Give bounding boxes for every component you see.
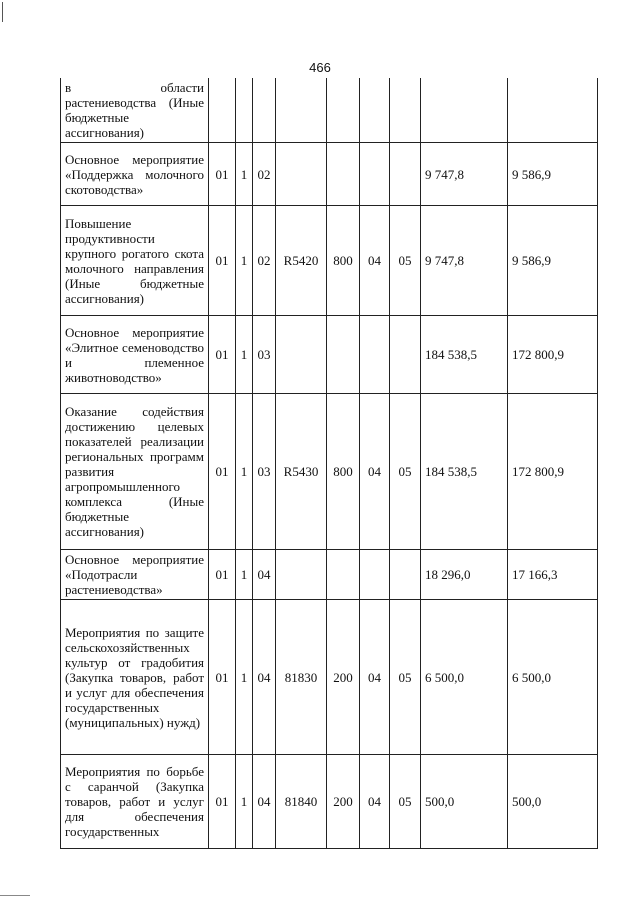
table-row bbox=[61, 316, 598, 394]
cell-om: 04 bbox=[253, 550, 276, 600]
cell-dir bbox=[276, 143, 327, 206]
row-name: Основное мероприятие «Подотрасли растениеводства» bbox=[61, 550, 209, 600]
cell-vr: 800 bbox=[327, 206, 360, 316]
cell-dir: 81840 bbox=[276, 755, 327, 849]
cell-pp: 1 bbox=[236, 550, 253, 600]
cell-sum2: 9 586,9 bbox=[508, 143, 598, 206]
cell-gp: 01 bbox=[209, 143, 236, 206]
cell-gp: 01 bbox=[209, 206, 236, 316]
cell-vr bbox=[327, 143, 360, 206]
row-name: Мероприятия по борьбе с саранчой (Закупка товаров, работ и услуг для обеспечения государственных bbox=[61, 755, 209, 849]
cell-rz bbox=[360, 78, 390, 143]
table-row bbox=[61, 600, 598, 755]
cell-pr bbox=[390, 78, 421, 143]
cell-pp bbox=[236, 78, 253, 143]
cell-sum1: 18 296,0 bbox=[421, 550, 508, 600]
cell-om bbox=[253, 78, 276, 143]
cell-pp: 1 bbox=[236, 206, 253, 316]
cell-pr: 05 bbox=[390, 600, 421, 755]
cell-om: 04 bbox=[253, 600, 276, 755]
cell-vr: 800 bbox=[327, 394, 360, 550]
cell-om: 03 bbox=[253, 394, 276, 550]
table-row bbox=[61, 755, 598, 849]
cell-pr bbox=[390, 143, 421, 206]
cell-gp: 01 bbox=[209, 394, 236, 550]
row-name: Оказание содействия достижению целевых показателей реализации региональных программ развития агропромышленного комплекса (Иные бюджетные ассигнования) bbox=[61, 394, 209, 550]
cell-sum1: 184 538,5 bbox=[421, 316, 508, 394]
row-name: в области растениеводства (Иные бюджетные ассигнования) bbox=[61, 78, 209, 143]
cell-pr: 05 bbox=[390, 394, 421, 550]
cell-sum2: 6 500,0 bbox=[508, 600, 598, 755]
row-name: Основное мероприятие «Поддержка молочного скотоводства» bbox=[61, 143, 209, 206]
cell-vr bbox=[327, 78, 360, 143]
scan-margin-mark bbox=[0, 895, 30, 896]
row-name: Повышение продуктивности крупного рогатого скота молочного направления (Иные бюджетные ассигнования) bbox=[61, 206, 209, 316]
cell-gp bbox=[209, 78, 236, 143]
cell-sum1 bbox=[421, 78, 508, 143]
budget-table bbox=[60, 78, 598, 849]
cell-sum1: 9 747,8 bbox=[421, 143, 508, 206]
cell-vr bbox=[327, 550, 360, 600]
cell-vr: 200 bbox=[327, 600, 360, 755]
cell-om: 02 bbox=[253, 143, 276, 206]
cell-rz bbox=[360, 550, 390, 600]
cell-sum2: 500,0 bbox=[508, 755, 598, 849]
cell-dir: 81830 bbox=[276, 600, 327, 755]
cell-sum1: 6 500,0 bbox=[421, 600, 508, 755]
cell-pp: 1 bbox=[236, 600, 253, 755]
table-row bbox=[61, 143, 598, 206]
cell-rz bbox=[360, 143, 390, 206]
cell-gp: 01 bbox=[209, 600, 236, 755]
table-row bbox=[61, 78, 598, 143]
cell-pr bbox=[390, 550, 421, 600]
cell-vr: 200 bbox=[327, 755, 360, 849]
cell-sum2: 172 800,9 bbox=[508, 394, 598, 550]
cell-pp: 1 bbox=[236, 755, 253, 849]
row-name: Основное мероприятие «Элитное семеноводство и племенное животноводство» bbox=[61, 316, 209, 394]
cell-om: 03 bbox=[253, 316, 276, 394]
cell-gp: 01 bbox=[209, 550, 236, 600]
cell-dir bbox=[276, 550, 327, 600]
cell-pp: 1 bbox=[236, 394, 253, 550]
row-name: Мероприятия по защите сельскохозяйственных культур от градобития (Закупка товаров, работ и услуг для обеспечения государственных (муниципальных) нужд) bbox=[61, 600, 209, 755]
table-row bbox=[61, 206, 598, 316]
cell-om: 02 bbox=[253, 206, 276, 316]
table-row bbox=[61, 550, 598, 600]
cell-vr bbox=[327, 316, 360, 394]
cell-pr bbox=[390, 316, 421, 394]
cell-sum2: 17 166,3 bbox=[508, 550, 598, 600]
cell-sum1: 9 747,8 bbox=[421, 206, 508, 316]
cell-dir bbox=[276, 316, 327, 394]
cell-dir bbox=[276, 78, 327, 143]
cell-pp: 1 bbox=[236, 316, 253, 394]
cell-pr: 05 bbox=[390, 755, 421, 849]
cell-om: 04 bbox=[253, 755, 276, 849]
cell-rz bbox=[360, 316, 390, 394]
scan-margin-mark bbox=[2, 2, 3, 22]
cell-pr: 05 bbox=[390, 206, 421, 316]
cell-pp: 1 bbox=[236, 143, 253, 206]
cell-rz: 04 bbox=[360, 394, 390, 550]
cell-dir: R5430 bbox=[276, 394, 327, 550]
cell-sum1: 500,0 bbox=[421, 755, 508, 849]
cell-sum2 bbox=[508, 78, 598, 143]
cell-dir: R5420 bbox=[276, 206, 327, 316]
cell-sum1: 184 538,5 bbox=[421, 394, 508, 550]
cell-rz: 04 bbox=[360, 206, 390, 316]
cell-rz: 04 bbox=[360, 755, 390, 849]
cell-gp: 01 bbox=[209, 316, 236, 394]
table-row bbox=[61, 394, 598, 550]
cell-rz: 04 bbox=[360, 600, 390, 755]
cell-gp: 01 bbox=[209, 755, 236, 849]
cell-sum2: 172 800,9 bbox=[508, 316, 598, 394]
page-number: 466 bbox=[309, 60, 331, 75]
cell-sum2: 9 586,9 bbox=[508, 206, 598, 316]
